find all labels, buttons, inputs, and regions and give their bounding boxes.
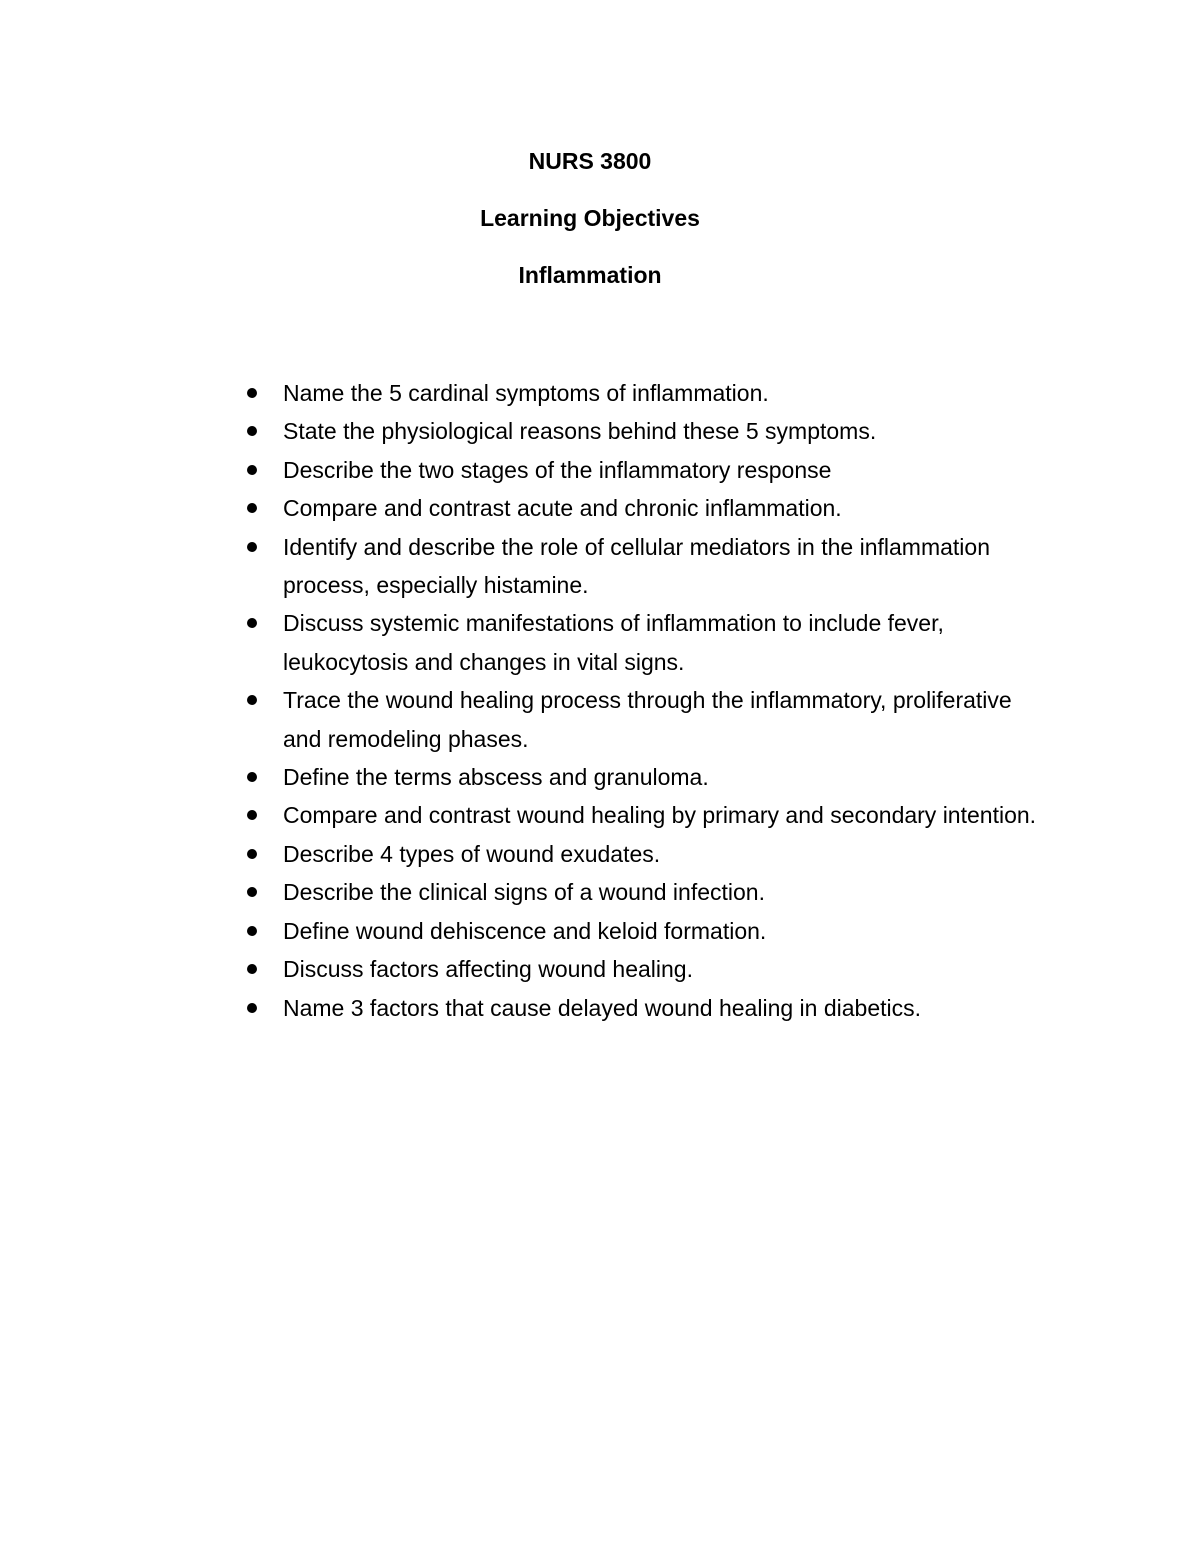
section-title: Learning Objectives <box>480 205 700 231</box>
objective-item <box>244 912 1044 950</box>
bullet-icon <box>247 849 257 859</box>
objective-item <box>244 528 1044 605</box>
objective-text: Name the 5 cardinal symptoms of inflammation. <box>283 380 769 406</box>
objective-text: State the physiological reasons behind these 5 symptoms. <box>283 418 877 445</box>
bullet-icon <box>247 465 257 475</box>
objective-text: Name 3 factors that cause delayed wound healing in diabetics. <box>283 994 922 1021</box>
bullet-icon <box>247 388 257 398</box>
objective-item <box>244 835 1044 873</box>
bullet-icon <box>247 695 257 705</box>
objective-item <box>244 451 1044 489</box>
objective-text: Describe the clinical signs of a wound infection. <box>283 879 765 906</box>
objective-item <box>244 412 1044 450</box>
objective-text: Define the terms abscess and granuloma. <box>283 764 709 791</box>
objective-item <box>244 989 1044 1027</box>
objective-item <box>244 758 1044 796</box>
objectives-list <box>244 374 1044 1027</box>
bullet-icon <box>247 1003 257 1013</box>
objective-item <box>244 604 1044 681</box>
bullet-icon <box>247 810 257 820</box>
bullet-icon <box>247 426 257 436</box>
bullet-icon <box>247 772 257 782</box>
objective-item <box>244 873 1044 911</box>
objective-text: Describe 4 types of wound exudates. <box>283 840 661 867</box>
objective-item <box>244 796 1044 834</box>
objective-text: Identify and describe the role of cellular mediators in the inflammation process, especially histamine. <box>283 533 990 599</box>
bullet-icon <box>247 542 257 552</box>
objective-text: Discuss systemic manifestations of inflammation to include fever, leukocytosis and changes in vital signs. <box>283 610 944 675</box>
course-title: NURS 3800 <box>528 148 652 174</box>
bullet-icon <box>247 964 257 974</box>
objective-text: Compare and contrast acute and chronic inflammation. <box>283 495 842 522</box>
objective-item <box>244 950 1044 988</box>
topic-title: Inflammation <box>518 262 662 288</box>
bullet-icon <box>247 618 257 628</box>
objective-text: Compare and contrast wound healing by primary and secondary intention. <box>283 802 1037 829</box>
objective-item <box>244 489 1044 527</box>
bullet-icon <box>247 503 257 513</box>
bullet-icon <box>247 887 257 897</box>
objective-text: Define wound dehiscence and keloid formation. <box>283 917 767 944</box>
bullet-icon <box>247 926 257 936</box>
objective-text: Trace the wound healing process through the inflammatory, proliferative and remodeling phases. <box>283 687 1012 752</box>
objective-text: Describe the two stages of the inflammatory response <box>283 456 832 483</box>
objective-text: Discuss factors affecting wound healing. <box>283 956 693 983</box>
objective-item <box>244 681 1044 758</box>
objective-item <box>244 374 1044 412</box>
